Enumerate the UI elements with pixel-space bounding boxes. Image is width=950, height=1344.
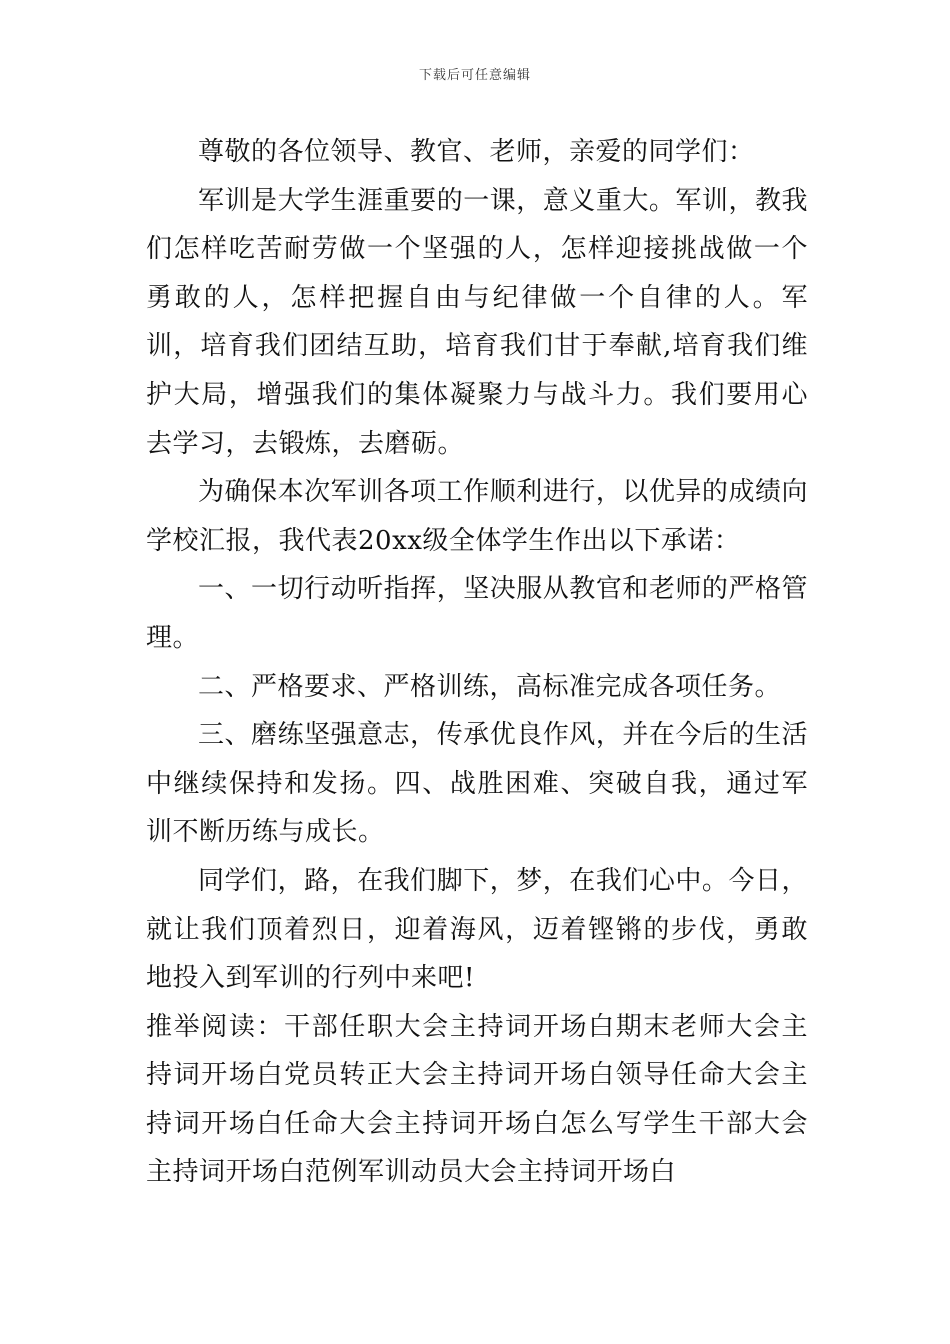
page-header: 下载后可任意编辑 — [418, 68, 531, 83]
paragraph-meaning: 军训是大学生涯重要的一课，意义重大。军训，教我们怎样吃苦耐劳做一个坚强的人，怎样迎接挑战做一个勇敢的人，怎样把握自由与纪律做一个自律的人。军训，培育我们团结互助，培育我们甘于奉献,培育我们维护大局，增强我们的集体凝聚力与战斗力。我们要用心去学习，去锻炼，去磨砺。 — [146, 185, 808, 459]
paragraph-greeting: 尊敬的各位领导、教官、老师，亲爱的同学们： — [198, 137, 755, 167]
recommended-reading: 推举阅读：干部任职大会主持词开场白期末老师大会主持词开场白党员转正大会主持词开场白领导任命大会主持词开场白任命大会主持词开场白怎么写学生干部大会主持词开场白范例军训动员大会主持词开场白 — [146, 1011, 808, 1188]
paragraph-pledge-3-4: 三、磨练坚强意志，传承优良作风，并在今后的生活中继续保持和发扬。四、战胜困难、突破自我，通过军训不断历练与成长。 — [146, 720, 808, 848]
paragraph-closing: 同学们，路，在我们脚下，梦，在我们心中。今日，就让我们顶着烈日，迎着海风，迈着铿锵的步伐，勇敢地投入到军训的行列中来吧! — [146, 865, 808, 994]
paragraph-pledge-1: 一、一切行动听指挥，坚决服从教官和老师的严格管理。 — [146, 574, 808, 653]
paragraph-pledge-intro: 为确保本次军训各项工作顺利进行，以优异的成绩向学校汇报，我代表20xx级全体学生作出以下承诺： — [146, 477, 808, 556]
document-body — [146, 128, 808, 1197]
paragraph-pledge-2: 二、严格要求、严格训练，高标准完成各项任务。 — [198, 671, 782, 702]
